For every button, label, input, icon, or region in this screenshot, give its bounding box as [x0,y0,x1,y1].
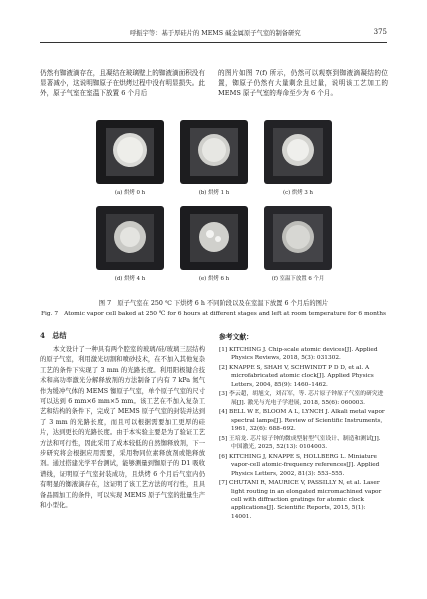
page-number: 375 [373,28,387,36]
running-title: 呼振宇等：基于厚硅片的 MEMS 碱金属原子气室的制备研究 [130,30,301,37]
reference-item: [2] KNAPPE S, SHAH V, SCHWINDT P D D, et al. A microfabricated atomic clock[J]. Applied Physics Letters, 2004, 85(9): 1460–1462. [219,365,374,388]
reference-item: [5] 王培龙. 芯片原子钟的微成型射型气室设计、制造和测试[J]. 中国激光, 2025, 52(13): 0104003. [219,435,381,451]
caption-f: (f) 室温下放置 6 个月 [271,276,325,282]
photo-d [96,206,164,270]
caption-b: (b) 烘烤 1 h [198,190,230,196]
running-header [40,24,387,43]
figure-caption-en: Fig. 7 Atomic vapor cell baked at 250 ℃ for 6 hours at different stages and left at room temperature for 6 months [40,311,387,317]
caption-d: (d) 烘烤 4 h [114,276,146,282]
figure-7-grid [96,120,332,290]
photo-e [180,206,248,270]
reference-list [219,346,387,522]
reference-item: [3] 李云超，胡旭文，刘召军，等. 芯片原子钟原子气室的研究进展[J]. 激光与光电子学进展, 2018, 55(6): 060003. [219,391,384,406]
caption-e: (e) 烘烤 6 h [198,276,230,282]
reference-item: [4] BELL W E, BLOOM A L, LYNCH J. Alkali metal vapor spectral lamps[J]. Review of Scientific Instruments, 1961, 32(6): 688–692. [219,409,385,433]
top-right-paragraph: 的图片如图 7(f) 所示，仍然可以观察到铷液滴凝结的位置，铷原子仍然有大量剩余且过量，说明该工艺加工的 MEMS 原子气室的寿命至少为 6 个月。 [218,69,388,98]
conclusion-paragraph: 本文设计了一种具有两个腔室的玻璃/硅/玻璃三层结构的原子气室，利用激光切割和喷砂技术，在不加入其他复杂工艺的条件下实现了 3 mm 的光路长度。利用阳极键合技术和高功率激光分解释放剂的方法制备了内有 7 kPa 氮气作为缓冲气体的 MEMS 铷原子气室，单个原子气室的尺寸可以达到 6 mm×6 mm×5 mm。该工艺在不加入复杂工艺和结构的条件下，完成了 MEMS 原子气室的封装并达到了 3 mm 的光路长度，而且可以根据需要加工更厚的硅片，达到更长的光路长度。由于本实验主要是为了验证工艺方法和可行性，因此采用了成本较低的自然铷释放剂，下一步研究将会根据应用需要，采用物同位素释放剂或铯释放剂。通过搭建光学平台测试，能够测量到铷原子的 D1 吸收谱线，证明原子气室封装成功，且烘烤 6 个月后气室内仍有明显的铷液滴存在，这证明了该工艺方法的可行性，且具备品圆加工的条件，可以实现 MEMS 原子气室的批量生产和小型化。 [40,346,205,510]
photo-c [264,120,332,184]
caption-a: (a) 烘烤 0 h [114,190,146,196]
reference-item: [6] KITCHING J, KNAPPE S, HOLLBERG L. Miniature vapor-cell atomic-frequency references[J]. Applied Physics Letters, 2002, 81(3): 553–555. [219,453,380,477]
section-heading: 4 总结 [40,331,67,340]
figure-caption-zh: 图 7 原子气室在 250 ℃ 下烘烤 6 h 不同阶段以及在室温下放置 6 个月后的图片 [98,300,329,307]
photo-b [180,120,248,184]
reference-item: [7] CHUTANI R, MAURICE V, PASSILLY N, et al. Laser light routing in an elongated micromachined vapor cell with diffraction gratings for atomic clock applications[J]. Scientific Reports, 2015, 5(1): 14001. [219,480,382,520]
top-left-paragraph: 仍然有铷液滴存在，且凝结在玻璃壁上的铷液滴面积没有显著减小，这说明铷原子在烘烤过程中没有明显损失。此外，原子气室在室温下放置 6 个月后 [40,69,205,98]
photo-f [264,206,332,270]
references-heading: 参考文献： [219,333,253,341]
reference-item: [1] KITCHING J. Chip-scale atomic devices[J]. Applied Physics Reviews, 2018, 5(3): 031302. [219,347,378,362]
photo-a [96,120,164,184]
caption-c: (c) 烘烤 3 h [282,190,314,196]
